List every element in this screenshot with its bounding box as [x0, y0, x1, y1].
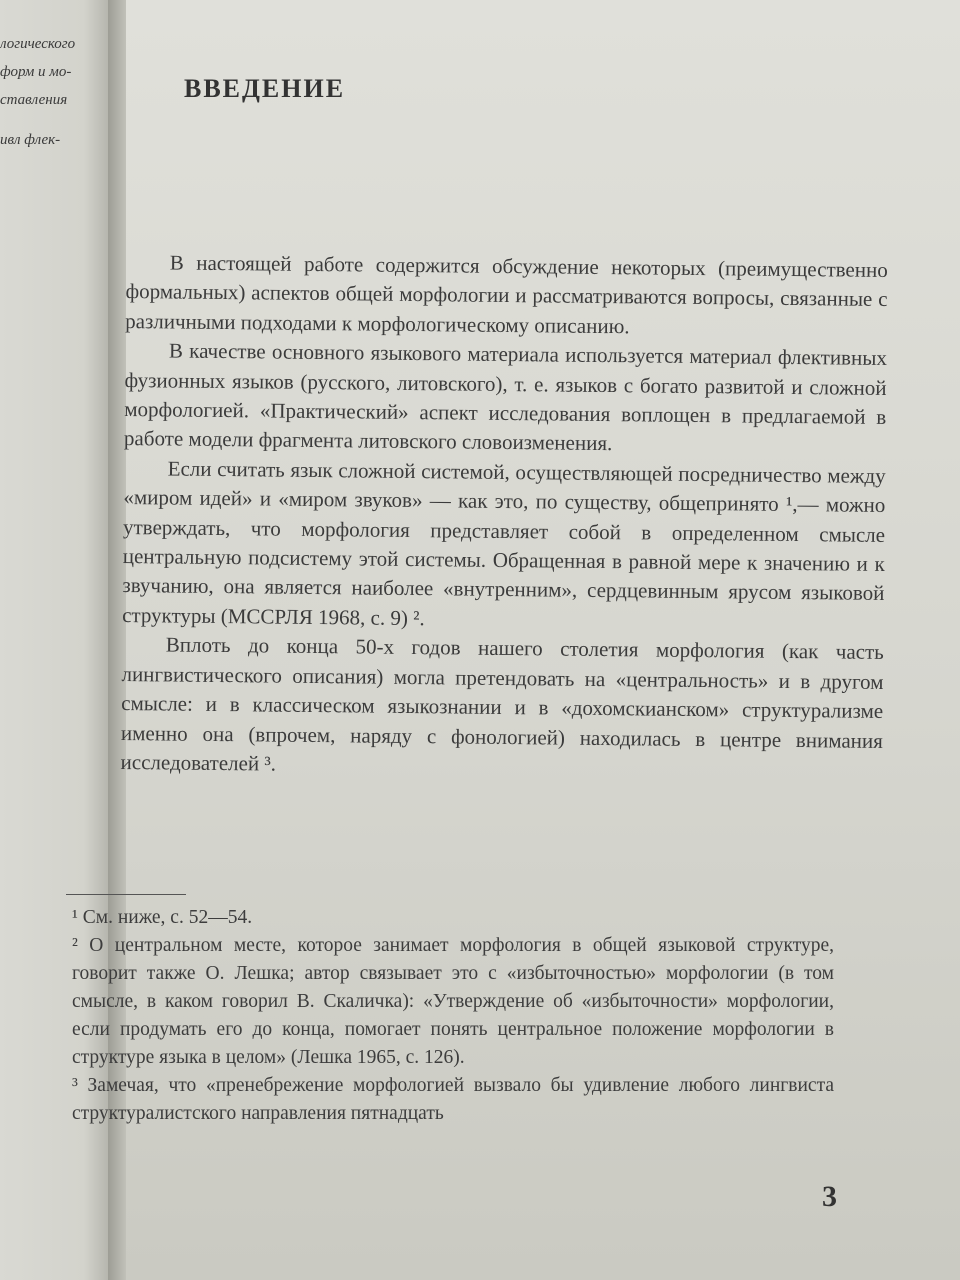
facing-page-text: логического — [0, 36, 76, 52]
page-number: 3 — [822, 1180, 837, 1213]
footnote-rule — [66, 894, 186, 895]
book-page — [72, 0, 960, 1280]
footnote: ² О центральном месте, которое занимает морфология в общей языковой структуре, говорит также О. Лешка; автор связывает это с «избыточностью» морфологии (в том смысле, в каком говорил В. Скаличка): «Утверждение об «избыточности» морфологии, если продумать его до конца, помогает понять центральное положение морфологии в структуре языка в целом» (Лешка 1965, с. 126). — [72, 935, 834, 1068]
paragraph: В настоящей работе содержится обсуждение некоторых (преимущественно формальных) аспектов общей морфологии и рассматриваются вопросы, связанные с различными подходами к морфологическому описанию. — [125, 250, 888, 339]
footnote: ³ Замечая, что «пренебрежение морфологией вызвало бы удивление любого лингвиста структуралистского направления пятнадцать — [72, 1075, 834, 1124]
main-text — [120, 248, 888, 785]
facing-page-text: ставления — [0, 92, 68, 108]
chapter-title: ВВЕДЕНИЕ — [184, 74, 346, 103]
paragraph: В качестве основного языкового материала используется материал флективных фузионных языков (русского, литовского), т. е. языков с богато развитой и сложной морфологией. «Практический» аспект исследования воплощен в предлагаемой в работе модели фрагмента литовского словоизменения. — [123, 338, 888, 456]
footnotes — [64, 904, 834, 1128]
facing-page-text: форм и мо- — [0, 64, 72, 80]
paragraph: Вплоть до конца 50-х годов нашего столетия морфология (как часть лингвистического описания) могла претендовать на «центральность» и в другом смысле: и в классическом языкознании и в «дохомскианском» структурализме именно она (впрочем, наряду с фонологией) находилась в центре внимания исследователей ³. — [120, 632, 884, 776]
facing-page-text: ивл флек- — [0, 132, 61, 148]
footnote: ¹ См. ниже, с. 52—54. — [72, 907, 253, 928]
paragraph: Если считать язык сложной системой, осуществляющей посредничество между «миром идей» и «миром звуков» — как это, по существу, общепринято ¹,— можно утверждать, что морфология представляет собой в определенном смысле центральную подсистему этой системы. Обращенная в равной мере к значению и к звучанию, она является наиболее «внутренним», сердцевинным ярусом языковой структуры (МССРЛЯ 1968, с. 9) ². — [122, 456, 886, 631]
